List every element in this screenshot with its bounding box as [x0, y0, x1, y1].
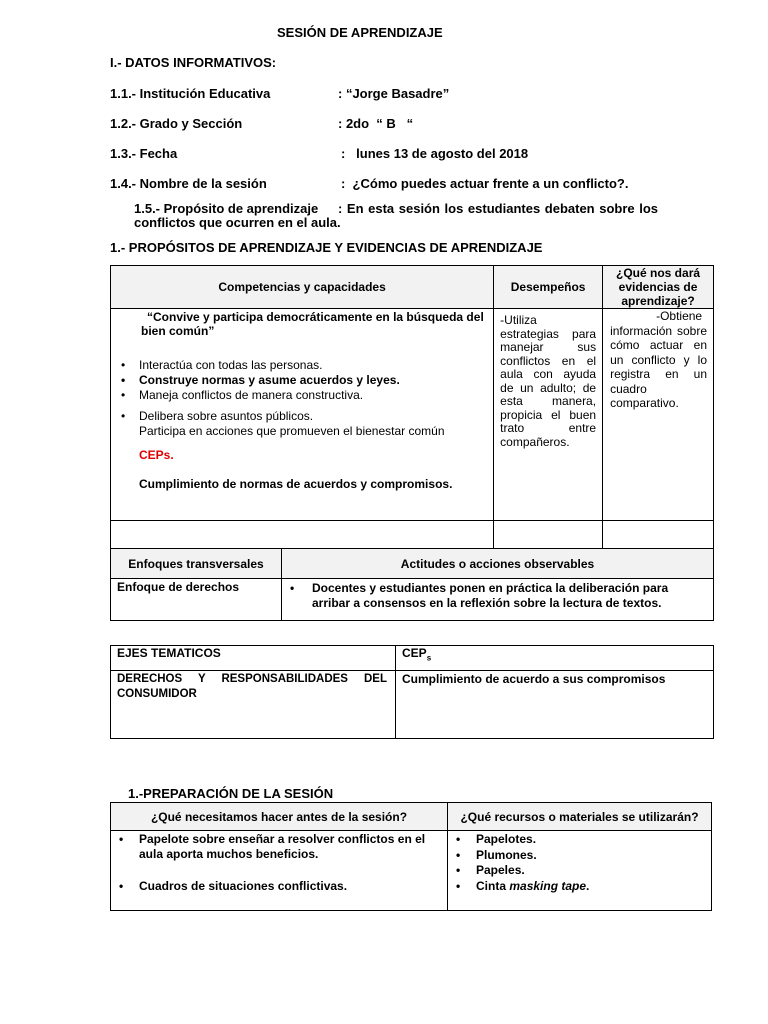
- section-datos-informativos: I.- DATOS INFORMATIVOS:: [110, 55, 277, 70]
- recurso-suffix: .: [586, 878, 590, 893]
- antes-item: • Cuadros de situaciones conflictivas.: [115, 879, 441, 894]
- competencia-title: “Convive y participa democráticamente en la búsqueda del bien común”: [141, 310, 484, 338]
- section-preparacion: 1.-PREPARACIÓN DE LA SESIÓN: [128, 786, 334, 801]
- capacidad-item: • Construye normas y asume acuerdos y leyes.: [117, 373, 489, 388]
- recurso-item: • Plumones.: [452, 848, 705, 864]
- propositos-table: [110, 265, 714, 549]
- enfoques-table: [110, 548, 714, 621]
- antes-list: [115, 832, 441, 894]
- header-enfoques: Enfoques transversales: [111, 549, 282, 579]
- recurso-prefix: Cinta: [476, 878, 510, 893]
- recurso-italic: masking tape: [509, 878, 587, 893]
- header-evidencias: ¿Qué nos dará evidencias de aprendizaje?: [603, 266, 714, 309]
- capacidades-list: [117, 358, 489, 424]
- header-competencias: Competencias y capacidades: [111, 266, 494, 309]
- capacidad-item: • Maneja conflictos de manera constructiva.: [117, 388, 489, 403]
- capacidad-item: • Interactúa con todas las personas.: [117, 358, 489, 373]
- header-cep-text: CEP: [402, 646, 427, 660]
- eje-text: DERECHOS Y RESPONSABILIDADES DEL CONSUMIDOR: [117, 673, 387, 700]
- ceps-label: CEPs.: [139, 448, 174, 462]
- header-antes: ¿Qué necesitamos hacer antes de la sesión?: [111, 803, 448, 831]
- info-value-proposito-cont: conflictos que ocurren en el aula.: [134, 215, 341, 230]
- evidencia-cell: [603, 309, 714, 521]
- empty-cell: [603, 521, 714, 549]
- recursos-cell: [448, 831, 712, 911]
- recurso-item: • Papeles.: [452, 863, 705, 879]
- capacidad-item: • Delibera sobre asuntos públicos.: [117, 409, 489, 424]
- info-value-fecha: : lunes 13 de agosto del 2018: [341, 146, 529, 161]
- empty-cell: [494, 521, 603, 549]
- competencias-cell: [111, 309, 494, 521]
- header-actitudes: Actitudes o acciones observables: [282, 549, 714, 579]
- recurso-item: [452, 879, 705, 895]
- section-propositos: 1.- PROPÓSITOS DE APRENDIZAJE Y EVIDENCIAS DE APRENDIZAJE: [110, 240, 543, 255]
- desempeno-cell: [494, 309, 603, 521]
- info-value-proposito: : En esta sesión los estudiantes debaten sobre los: [338, 201, 658, 216]
- info-label-nombre-sesion: 1.4.- Nombre de la sesión: [110, 176, 267, 191]
- capacidad-extra: Participa en acciones que promueven el bienestar común: [139, 424, 445, 438]
- actitud-cell: [282, 579, 714, 621]
- info-value-nombre-sesion: : ¿Cómo puedes actuar frente a un conflicto?.: [341, 176, 629, 191]
- info-value-grado: : 2do “ B “: [338, 116, 414, 131]
- preparacion-table: [110, 802, 712, 911]
- antes-cell: [111, 831, 448, 911]
- info-label-proposito: 1.5.- Propósito de aprendizaje: [134, 201, 319, 216]
- antes-item: • Papelote sobre enseñar a resolver conflictos en el aula aporta muchos beneficios.: [115, 832, 441, 862]
- cep-text: Cumplimiento de acuerdo a sus compromisos: [396, 671, 714, 739]
- header-ejes: EJES TEMATICOS: [111, 646, 396, 671]
- ejes-table: [110, 645, 714, 739]
- recursos-list: [452, 832, 705, 894]
- actitud-item: • Docentes y estudiantes ponen en práctica la deliberación para arribar a consensos en la reflexión sobre la lectura de textos.: [286, 581, 705, 611]
- eje-cell: [111, 671, 396, 739]
- header-cep-sub: s: [426, 653, 432, 663]
- empty-cell: [111, 521, 494, 549]
- enfoque-derechos: Enfoque de derechos: [111, 579, 282, 621]
- info-label-grado: 1.2.- Grado y Sección: [110, 116, 243, 131]
- header-desempenos: Desempeños: [494, 266, 603, 309]
- info-value-institucion: : “Jorge Basadre”: [338, 86, 450, 101]
- actitudes-list: [286, 581, 705, 611]
- desempeno-text: -Utiliza estrategias para manejar sus conflictos en el aula con ayuda de un adulto; de esta manera, propicia el buen trato entre compañeros.: [500, 313, 597, 449]
- ceps-text: Cumplimiento de normas de acuerdos y compromisos.: [139, 477, 453, 491]
- info-label-institucion: 1.1.- Institución Educativa: [110, 86, 271, 101]
- header-recursos: ¿Qué recursos o materiales se utilizarán?: [448, 803, 712, 831]
- page-title: SESIÓN DE APRENDIZAJE: [277, 25, 443, 40]
- info-label-fecha: 1.3.- Fecha: [110, 146, 178, 161]
- recurso-item: • Papelotes.: [452, 832, 705, 848]
- header-cep: [396, 646, 714, 671]
- evidencia-text: -Obtiene información sobre cómo actuar en un conflicto y lo registra en un cuadro comparativo.: [610, 309, 707, 410]
